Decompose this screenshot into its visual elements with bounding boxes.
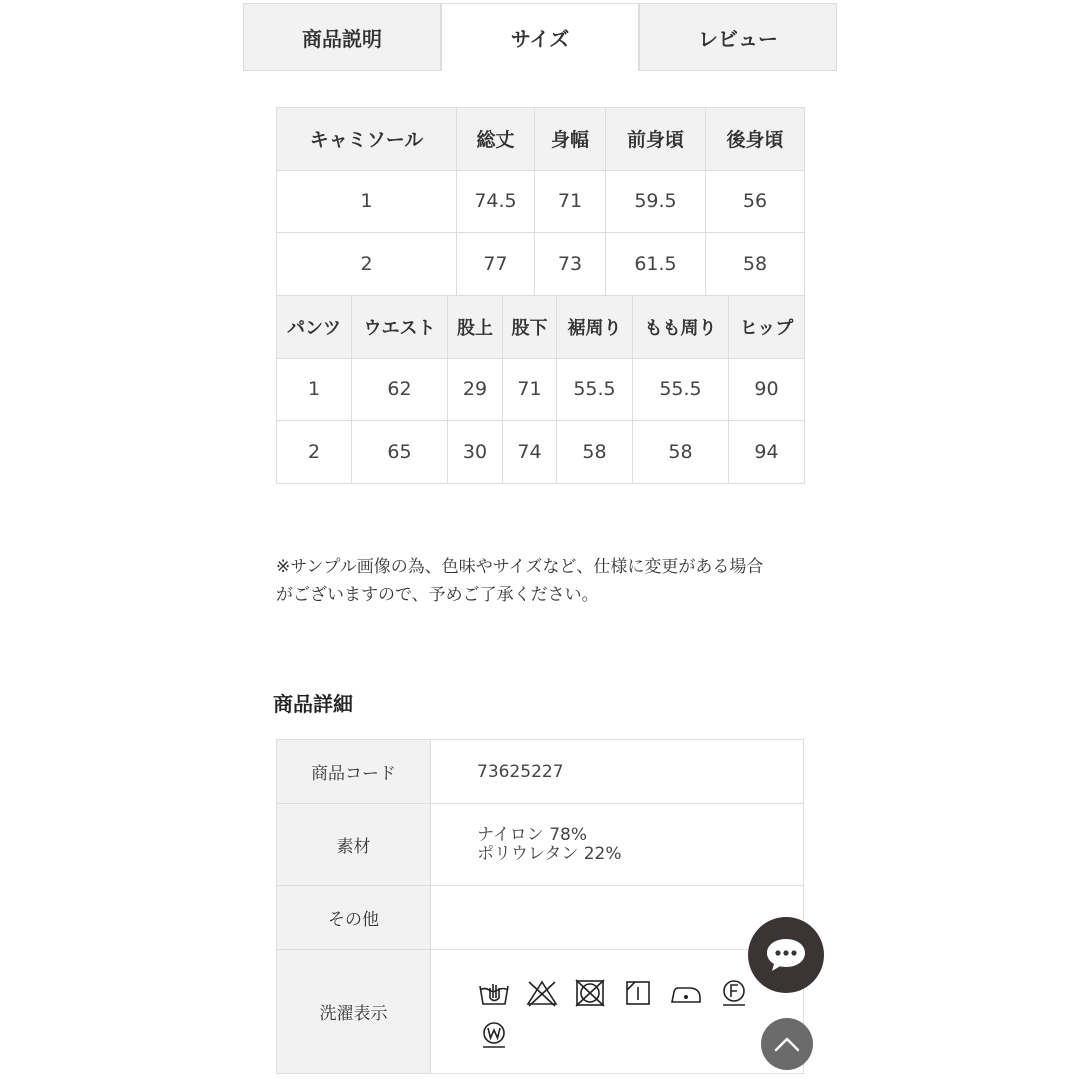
table-cell: 58 — [706, 233, 805, 296]
table-cell: 58 — [557, 421, 633, 484]
pants-size-table — [276, 295, 805, 484]
table-cell: 74 — [503, 421, 557, 484]
no-bleach-icon — [525, 978, 559, 1008]
table-header: パンツ — [277, 296, 352, 359]
table-row — [277, 950, 804, 1074]
table-header: キャミソール — [277, 108, 457, 171]
table-header: 身幅 — [535, 108, 606, 171]
care-symbols-cell — [431, 950, 804, 1074]
table-cell: 65 — [352, 421, 448, 484]
table-header: 股下 — [503, 296, 557, 359]
table-header: 股上 — [448, 296, 503, 359]
table-header: もも周り — [633, 296, 729, 359]
table-cell: 2 — [277, 421, 352, 484]
table-header: ウエスト — [352, 296, 448, 359]
table-cell: 77 — [457, 233, 535, 296]
table-cell: 55.5 — [557, 358, 633, 421]
hand-wash-icon — [477, 978, 511, 1008]
product-details-title: 商品詳細 — [273, 692, 353, 716]
table-cell: 74.5 — [457, 170, 535, 233]
dry-clean-f-icon — [717, 978, 751, 1008]
table-cell: 61.5 — [606, 233, 706, 296]
table-row — [277, 170, 805, 233]
tab-review[interactable]: レビュー — [639, 3, 837, 71]
material-line: ポリウレタン 22% — [477, 843, 622, 864]
table-cell: 94 — [729, 421, 805, 484]
chat-button[interactable] — [748, 917, 824, 993]
tab-bar — [243, 3, 837, 71]
camisole-size-table — [276, 107, 805, 296]
table-header: 裾周り — [557, 296, 633, 359]
product-code-value: 73625227 — [431, 740, 804, 804]
detail-label: 商品コード — [277, 740, 431, 804]
material-value — [431, 804, 804, 886]
sample-image-note — [276, 553, 816, 609]
table-header: 前身頃 — [606, 108, 706, 171]
note-line: がございますので、予めご了承ください。 — [276, 585, 599, 605]
care-symbols — [477, 974, 757, 1050]
table-cell: 29 — [448, 358, 503, 421]
table-cell: 1 — [277, 358, 352, 421]
table-cell: 90 — [729, 358, 805, 421]
table-cell: 71 — [535, 170, 606, 233]
table-row — [277, 804, 804, 886]
wet-clean-w-icon — [477, 1020, 511, 1050]
table-cell: 59.5 — [606, 170, 706, 233]
table-header: ヒップ — [729, 296, 805, 359]
table-header: 後身頃 — [706, 108, 805, 171]
detail-label: 洗濯表示 — [277, 950, 431, 1074]
table-row — [277, 421, 805, 484]
table-header: 総丈 — [457, 108, 535, 171]
no-tumble-dry-icon — [573, 978, 607, 1008]
tab-description[interactable]: 商品説明 — [243, 3, 441, 71]
table-header-row — [277, 108, 805, 171]
table-cell: 71 — [503, 358, 557, 421]
table-cell: 56 — [706, 170, 805, 233]
table-cell: 2 — [277, 233, 457, 296]
iron-low-icon — [669, 978, 703, 1008]
table-row — [277, 886, 804, 950]
detail-label: その他 — [277, 886, 431, 950]
table-cell: 30 — [448, 421, 503, 484]
table-cell: 1 — [277, 170, 457, 233]
table-row — [277, 358, 805, 421]
chevron-up-icon — [773, 1034, 801, 1054]
table-cell: 62 — [352, 358, 448, 421]
drip-dry-shade-icon — [621, 978, 655, 1008]
product-details-table — [276, 739, 804, 1074]
other-value — [431, 886, 804, 950]
table-cell: 55.5 — [633, 358, 729, 421]
scroll-to-top-button[interactable] — [761, 1018, 813, 1070]
table-row — [277, 740, 804, 804]
table-cell: 58 — [633, 421, 729, 484]
table-row — [277, 233, 805, 296]
table-header-row — [277, 296, 805, 359]
material-line: ナイロン 78% — [477, 824, 587, 845]
chat-bubble-icon — [764, 935, 808, 975]
note-line: ※サンプル画像の為、色味やサイズなど、仕様に変更がある場合 — [276, 557, 764, 577]
detail-label: 素材 — [277, 804, 431, 886]
tab-size[interactable]: サイズ — [441, 3, 639, 71]
table-cell: 73 — [535, 233, 606, 296]
